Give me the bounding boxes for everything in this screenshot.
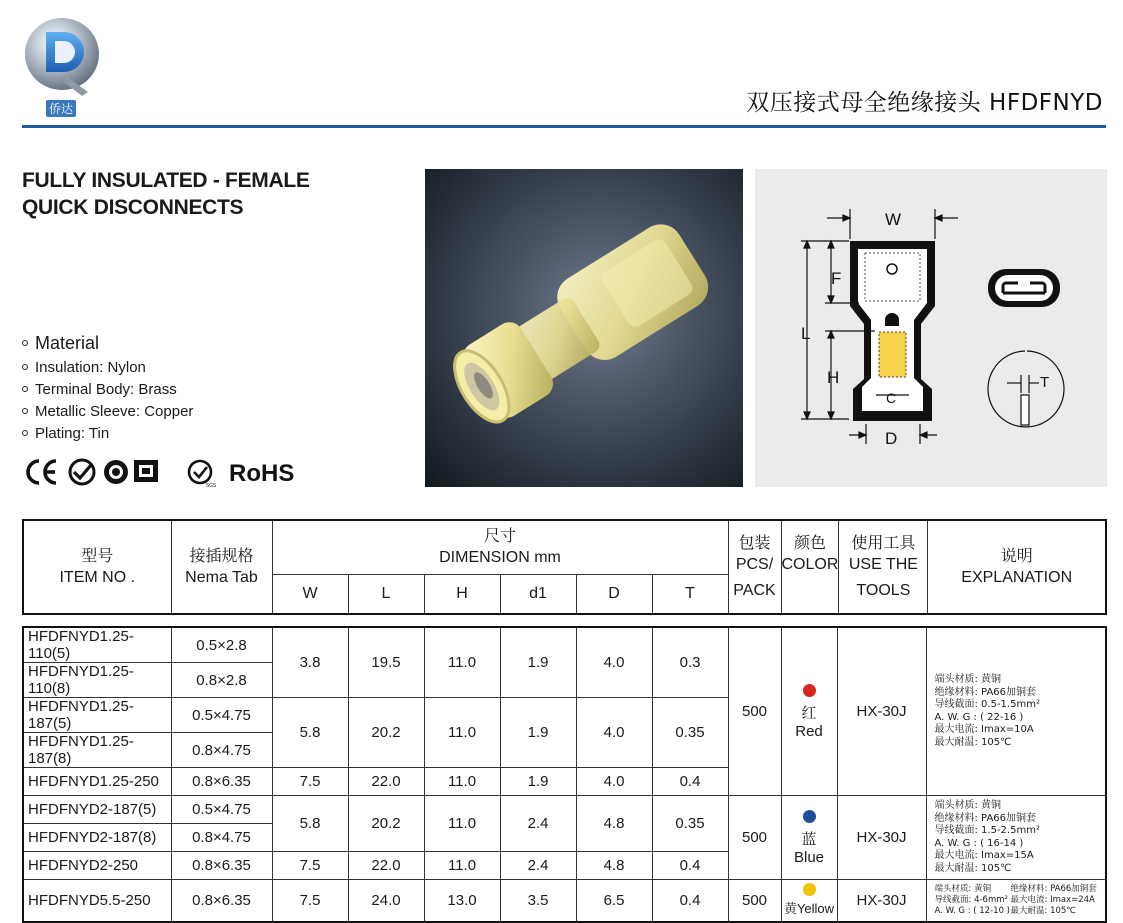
- dim-l: 24.0: [348, 880, 424, 922]
- bullet-icon: [22, 430, 28, 436]
- materials-heading-text: Material: [35, 332, 100, 353]
- color-en: Red: [795, 722, 823, 740]
- material-item-text: Metallic Sleeve: Copper: [35, 402, 194, 420]
- color-cell: [781, 627, 837, 796]
- item-no: HFDFNYD1.25-110(8): [23, 663, 171, 698]
- dim-w: 7.5: [272, 880, 348, 922]
- dim-l: 22.0: [348, 852, 424, 880]
- color-label: 黄Yellow: [783, 901, 835, 917]
- dim-w: 3.8: [272, 627, 348, 698]
- dim-label-c: C: [886, 390, 897, 406]
- table-row: [23, 627, 1106, 663]
- dim-h: 11.0: [424, 627, 500, 698]
- ccc-mark-icon: [70, 460, 94, 484]
- bullet-icon: [22, 340, 28, 346]
- dim-h: 13.0: [424, 880, 500, 922]
- dim-t: 0.4: [652, 768, 728, 796]
- dim-l: 20.2: [348, 698, 424, 768]
- color-cn: 红: [801, 704, 817, 722]
- dim-label-h: H: [827, 368, 840, 387]
- explanation: 端头材质: 黄铜 绝缘材料: PA66加铜套 导线截面: 1.5-2.5mm² A. W. G : ( 16-14 ) 最大电流: Imax=15A 最大耐温: 105℃: [926, 796, 1106, 880]
- quality-cert-icon: [104, 460, 128, 484]
- nema-tab: 0.8×4.75: [171, 824, 272, 852]
- product-title-line2: QUICK DISCONNECTS: [22, 196, 244, 219]
- material-item: [22, 356, 193, 378]
- rohs-label: RoHS: [229, 460, 295, 487]
- col-header-explanation: 说明 EXPLANATION: [928, 520, 1106, 614]
- pack-qty: 500: [728, 796, 781, 880]
- col-header-pack: 包装 PCS/ PACK: [728, 520, 781, 614]
- dim-header-d: D: [576, 574, 652, 614]
- item-no: HFDFNYD2-187(5): [23, 796, 171, 824]
- dim-h: 11.0: [424, 698, 500, 768]
- sgs-label: SGS: [206, 483, 217, 489]
- dim-t: 0.4: [652, 852, 728, 880]
- dim-l: 20.2: [348, 796, 424, 852]
- col-header-tool: 使用工具 USE THE TOOLS: [839, 520, 928, 614]
- nema-tab: 0.8×4.75: [171, 733, 272, 768]
- col-header-item: 型号 ITEM NO .: [23, 520, 171, 614]
- explanation: 端头材质: 黄铜 绝缘材料: PA66加铜套 导线截面: 0.5-1.5mm² A. W. G : ( 22-16 ) 最大电流: Imax=10A 最大耐温: 105℃: [926, 627, 1106, 796]
- table-row: [23, 796, 1106, 824]
- item-no: HFDFNYD2-187(8): [23, 824, 171, 852]
- nema-tab: 0.5×4.75: [171, 796, 272, 824]
- material-item-text: Plating: Tin: [35, 424, 110, 442]
- material-item-text: Insulation: Nylon: [35, 358, 146, 376]
- company-logo: [22, 14, 102, 120]
- dim-l: 19.5: [348, 627, 424, 698]
- tool: HX-30J: [837, 796, 926, 880]
- item-no: HFDFNYD1.25-250: [23, 768, 171, 796]
- page-title: 双压接式母全绝缘接头 HFDFNYD: [746, 90, 1103, 116]
- color-cell: [781, 796, 837, 880]
- tool: HX-30J: [837, 880, 926, 922]
- color-en: Blue: [793, 848, 825, 866]
- dim-label-w: W: [885, 210, 902, 229]
- color-cn: 蓝: [801, 830, 817, 848]
- item-no: HFDFNYD5.5-250: [23, 880, 171, 922]
- dim-t: 0.4: [652, 880, 728, 922]
- nema-tab: 0.5×2.8: [171, 627, 272, 663]
- product-title-line1: FULLY INSULATED - FEMALE: [22, 169, 310, 192]
- item-no: HFDFNYD1.25-187(5): [23, 698, 171, 733]
- material-item: [22, 378, 193, 400]
- product-photo: [425, 169, 743, 487]
- col-header-dimension: 尺寸 DIMENSION mm: [272, 520, 728, 574]
- dim-header-w: W: [272, 574, 348, 614]
- dim-header-h: H: [424, 574, 500, 614]
- dim-l: 22.0: [348, 768, 424, 796]
- dim-d: 4.0: [576, 698, 652, 768]
- dim-h: 11.0: [424, 768, 500, 796]
- material-item: [22, 422, 193, 444]
- dim-w: 5.8: [272, 796, 348, 852]
- dim-w: 5.8: [272, 698, 348, 768]
- materials-list: [22, 330, 193, 444]
- dim-d1: 2.4: [500, 796, 576, 852]
- spec-table: [22, 626, 1107, 923]
- certification-marks: [22, 454, 322, 490]
- dim-h: 11.0: [424, 796, 500, 852]
- table-row: [23, 880, 1106, 922]
- dim-label-l: L: [801, 324, 811, 343]
- product-title: [22, 167, 310, 221]
- dim-w: 7.5: [272, 852, 348, 880]
- material-item-text: Terminal Body: Brass: [35, 380, 177, 398]
- dim-t: 0.3: [652, 627, 728, 698]
- bullet-icon: [22, 408, 28, 414]
- dim-d1: 1.9: [500, 768, 576, 796]
- yellow-dot-icon: [803, 883, 816, 896]
- item-no: HFDFNYD1.25-187(8): [23, 733, 171, 768]
- cross-section-drawing: [988, 269, 1060, 307]
- col-header-color: 颜色 COLOR: [781, 520, 839, 614]
- technical-drawing: [755, 169, 1107, 487]
- nema-tab: 0.8×6.35: [171, 852, 272, 880]
- nema-tab: 0.8×6.35: [171, 880, 272, 922]
- dim-d: 4.0: [576, 627, 652, 698]
- material-item: [22, 400, 193, 422]
- dim-header-d1: d1: [500, 574, 576, 614]
- dim-h: 11.0: [424, 852, 500, 880]
- dim-d1: 1.9: [500, 698, 576, 768]
- dim-d: 4.8: [576, 852, 652, 880]
- col-header-tab: 接插规格 Nema Tab: [171, 520, 272, 614]
- dim-d: 4.0: [576, 768, 652, 796]
- header-divider: [22, 125, 1106, 128]
- item-no: HFDFNYD2-250: [23, 852, 171, 880]
- dim-header-l: L: [348, 574, 424, 614]
- dim-d1: 3.5: [500, 880, 576, 922]
- nema-tab: 0.5×4.75: [171, 698, 272, 733]
- dim-label-t: T: [1040, 374, 1050, 391]
- dim-d: 4.8: [576, 796, 652, 852]
- materials-heading: [22, 330, 193, 356]
- tool: HX-30J: [837, 627, 926, 796]
- sgs-mark-icon: [189, 461, 216, 489]
- spec-table-header: [22, 519, 1107, 615]
- ce-mark-icon: [28, 461, 56, 483]
- cqc-mark-icon: [134, 460, 158, 482]
- dim-t: 0.35: [652, 796, 728, 852]
- dim-d: 6.5: [576, 880, 652, 922]
- bullet-icon: [22, 364, 28, 370]
- dim-header-t: T: [652, 574, 728, 614]
- pack-qty: 500: [728, 627, 781, 796]
- dim-label-f: F: [831, 269, 842, 288]
- blue-dot-icon: [803, 810, 816, 823]
- dim-d1: 2.4: [500, 852, 576, 880]
- dim-d1: 1.9: [500, 627, 576, 698]
- logo-brand-text: 侨达: [48, 102, 74, 116]
- pack-qty: 500: [728, 880, 781, 922]
- color-cell: [781, 880, 837, 922]
- nema-tab: 0.8×2.8: [171, 663, 272, 698]
- dim-w: 7.5: [272, 768, 348, 796]
- explanation: 端头材质: 黄铜 绝缘材料: PA66加铜套 导线截面: 4-6mm² 最大电流: Imax=24A A. W. G : ( 12-10 ) 最大耐温: 105℃: [926, 880, 1106, 922]
- item-no: HFDFNYD1.25-110(5): [23, 627, 171, 663]
- bullet-icon: [22, 386, 28, 392]
- dim-label-d: D: [885, 429, 898, 448]
- red-dot-icon: [803, 684, 816, 697]
- nema-tab: 0.8×6.35: [171, 768, 272, 796]
- dim-t: 0.35: [652, 698, 728, 768]
